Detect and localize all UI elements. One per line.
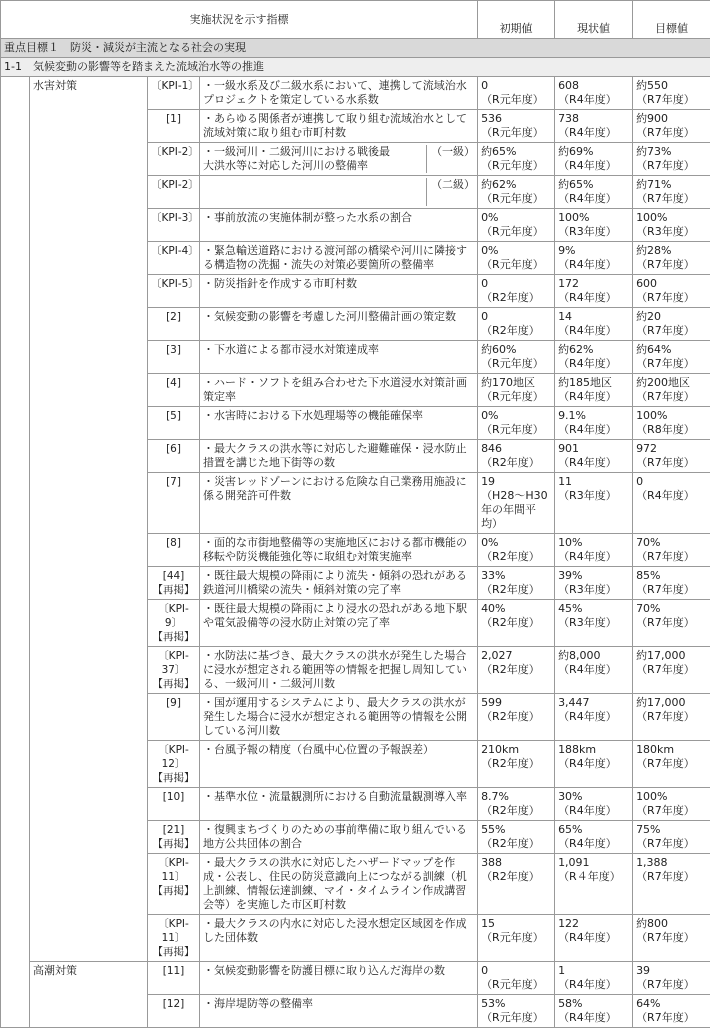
value-initial: 0% （R元年度） xyxy=(478,407,555,440)
value-current: 約185地区 （R4年度） xyxy=(555,374,633,407)
table-row xyxy=(1,77,710,110)
value-initial: 8.7% （R2年度） xyxy=(478,788,555,821)
value-current: 45% （R3年度） xyxy=(555,600,633,647)
indicator-text: ・気候変動影響を防護目標に取り込んだ海岸の数 xyxy=(200,962,478,995)
kpi-id: [1] xyxy=(148,110,200,143)
value-current: 58% （R4年度） xyxy=(555,995,633,1028)
indicator-text: ・緊急輸送道路における渡河部の橋梁や河川に隣接する構造物の洗掘・流失の対策必要箇所の整備率 xyxy=(200,242,478,275)
kpi-id: 〔KPI-37〕 【再掲】 xyxy=(148,647,200,694)
value-initial: 55% （R2年度） xyxy=(478,821,555,854)
value-target: 180km （R7年度） xyxy=(633,741,710,788)
value-target: 約200地区 （R7年度） xyxy=(633,374,710,407)
value-current: 約62% （R4年度） xyxy=(555,341,633,374)
value-initial: 0% （R2年度） xyxy=(478,534,555,567)
indicator-text: ・水防法に基づき、最大クラスの洪水が発生した場合に浸水が想定される範囲等の情報を把握し周知している、一級河川・二級河川数 xyxy=(200,647,478,694)
value-current: 172 （R4年度） xyxy=(555,275,633,308)
value-initial: 40% （R2年度） xyxy=(478,600,555,647)
value-initial: 599 （R2年度） xyxy=(478,694,555,741)
indicator-text: ・面的な市街地整備等の実施地区における都市機能の移転や防災機能強化等に取組む対策実施率 xyxy=(200,534,478,567)
value-current: 608 （R4年度） xyxy=(555,77,633,110)
value-initial: 210km （R2年度） xyxy=(478,741,555,788)
value-initial: 53% （R元年度） xyxy=(478,995,555,1028)
category-storm: 高潮対策 xyxy=(30,962,148,1028)
indicator-text: ・下水道による都市浸水対策達成率 xyxy=(200,341,478,374)
value-target: 約900 （R7年度） xyxy=(633,110,710,143)
value-target: 85% （R7年度） xyxy=(633,567,710,600)
value-current: 100% （R3年度） xyxy=(555,209,633,242)
header-current: 現状値 xyxy=(555,1,633,39)
value-initial: 33% （R2年度） xyxy=(478,567,555,600)
kpi-id: 〔KPI-11〕 【再掲】 xyxy=(148,854,200,915)
kpi-id: 〔KPI-3〕 xyxy=(148,209,200,242)
value-current: 122 （R4年度） xyxy=(555,915,633,962)
value-initial: 0% （R元年度） xyxy=(478,209,555,242)
value-current: 約65% （R4年度） xyxy=(555,176,633,209)
value-target: 約20 （R7年度） xyxy=(633,308,710,341)
goal-title: 重点目標１ 防災・減災が主流となる社会の実現 xyxy=(1,39,710,58)
indicator-text: ・一級水系及び二級水系において、連携して流域治水プロジェクトを策定している水系数 xyxy=(200,77,478,110)
indicator-text: ・基準水位・流量観測所における自動流量観測導入率 xyxy=(200,788,478,821)
table-header xyxy=(1,1,710,39)
header-initial: 初期値 xyxy=(478,1,555,39)
kpi-id: 〔KPI-11〕 【再掲】 xyxy=(148,915,200,962)
kpi-id: [11] xyxy=(148,962,200,995)
kpi-id: [2] xyxy=(148,308,200,341)
indicator-text: ・最大クラスの内水に対応した浸水想定区域図を作成した団体数 xyxy=(200,915,478,962)
indicator-text: ・事前放流の実施体制が整った水系の割合 xyxy=(200,209,478,242)
kpi-id: [44] 【再掲】 xyxy=(148,567,200,600)
kpi-id: 〔KPI-1〕 xyxy=(148,77,200,110)
value-target: 972 （R7年度） xyxy=(633,440,710,473)
value-target: 約64% （R7年度） xyxy=(633,341,710,374)
kpi-id: 〔KPI-5〕 xyxy=(148,275,200,308)
kpi-id: [10] xyxy=(148,788,200,821)
indicator-text xyxy=(200,176,478,209)
indicator-text: ・海岸堤防等の整備率 xyxy=(200,995,478,1028)
value-target: 70% （R7年度） xyxy=(633,600,710,647)
indicator-sub: （二級） xyxy=(426,178,475,206)
value-initial: 846 （R2年度） xyxy=(478,440,555,473)
value-current: 738 （R4年度） xyxy=(555,110,633,143)
kpi-id: [4] xyxy=(148,374,200,407)
value-target: 1,388 （R7年度） xyxy=(633,854,710,915)
indicator-sub: （一級） xyxy=(426,145,475,173)
value-initial: 0 （R元年度） xyxy=(478,77,555,110)
indicator-text: ・復興まちづくりのための事前準備に取り組んでいる地方公共団体の割合 xyxy=(200,821,478,854)
indicator-text: ・国が運用するシステムにより、最大クラスの洪水が発生した場合に浸水が想定される範囲等の情報を公開している河川数 xyxy=(200,694,478,741)
value-target: 70% （R7年度） xyxy=(633,534,710,567)
value-target: 100% （R3年度） xyxy=(633,209,710,242)
value-target: 100% （R8年度） xyxy=(633,407,710,440)
header-title: 実施状況を示す指標 xyxy=(1,1,478,39)
value-current: 14 （R4年度） xyxy=(555,308,633,341)
value-target: 約800 （R7年度） xyxy=(633,915,710,962)
indicator-text: ・最大クラスの洪水等に対応した避難確保・浸水防止措置を講じた地下街等の数 xyxy=(200,440,478,473)
kpi-id: [7] xyxy=(148,473,200,534)
indicator-text: ・既往最大規模の降雨により浸水の恐れがある地下駅や電気設備等の浸水防止対策の完了率 xyxy=(200,600,478,647)
kpi-id: [6] xyxy=(148,440,200,473)
value-current: 10% （R4年度） xyxy=(555,534,633,567)
value-current: 9% （R4年度） xyxy=(555,242,633,275)
kpi-id: 〔KPI-2〕 xyxy=(148,143,200,176)
kpi-id: 〔KPI-9〕 【再掲】 xyxy=(148,600,200,647)
value-initial: 0 （R2年度） xyxy=(478,275,555,308)
header-target: 目標値 xyxy=(633,1,710,39)
value-target: 64% （R7年度） xyxy=(633,995,710,1028)
value-current: 3,447 （R4年度） xyxy=(555,694,633,741)
value-target: 39 （R7年度） xyxy=(633,962,710,995)
indicator-text: ・最大クラスの洪水に対応したハザードマップを作成・公表し、住民の防災意識向上につながる訓練（机上訓練、情報伝達訓練、マイ・タイムライン作成講習会等）を実施した市区町村数 xyxy=(200,854,478,915)
value-current: 約69% （R4年度） xyxy=(555,143,633,176)
indicator-text: ・防災指針を作成する市町村数 xyxy=(200,275,478,308)
value-current: 39% （R3年度） xyxy=(555,567,633,600)
kpi-id: [9] xyxy=(148,694,200,741)
value-target: 100% （R7年度） xyxy=(633,788,710,821)
value-initial: 約62% （R元年度） xyxy=(478,176,555,209)
indicator-text: ・災害レッドゾーンにおける危険な自己業務用施設に係る開発許可件数 xyxy=(200,473,478,534)
table-row xyxy=(1,962,710,995)
value-target: 約17,000 （R7年度） xyxy=(633,694,710,741)
value-target: 0 （R4年度） xyxy=(633,473,710,534)
kpi-id: [3] xyxy=(148,341,200,374)
value-current: 11 （R3年度） xyxy=(555,473,633,534)
value-target: 600 （R7年度） xyxy=(633,275,710,308)
subgoal-title: 1-1 気候変動の影響等を踏まえた流域治水等の推進 xyxy=(1,58,710,77)
indicator-main: ・一級河川・二級河川における戦後最大洪水等に対応した河川の整備率 xyxy=(203,145,391,173)
kpi-id: [21] 【再掲】 xyxy=(148,821,200,854)
value-target: 約28% （R7年度） xyxy=(633,242,710,275)
goal-row xyxy=(1,39,710,58)
value-initial: 15 （R元年度） xyxy=(478,915,555,962)
value-initial: 0 （R2年度） xyxy=(478,308,555,341)
kpi-id: 〔KPI-4〕 xyxy=(148,242,200,275)
value-current: 1 （R4年度） xyxy=(555,962,633,995)
value-initial: 2,027 （R2年度） xyxy=(478,647,555,694)
value-target: 約71% （R7年度） xyxy=(633,176,710,209)
value-current: 約8,000 （R4年度） xyxy=(555,647,633,694)
kpi-id: 〔KPI-12〕 【再掲】 xyxy=(148,741,200,788)
kpi-id: 〔KPI-2〕 xyxy=(148,176,200,209)
value-current: 188km （R4年度） xyxy=(555,741,633,788)
value-target: 約73% （R7年度） xyxy=(633,143,710,176)
subgoal-row xyxy=(1,58,710,77)
value-current: 1,091 （R４年度） xyxy=(555,854,633,915)
value-initial: 0 （R元年度） xyxy=(478,962,555,995)
indicator-text: ・水害時における下水処理場等の機能確保率 xyxy=(200,407,478,440)
value-target: 75% （R7年度） xyxy=(633,821,710,854)
value-current: 65% （R4年度） xyxy=(555,821,633,854)
kpi-id: [8] xyxy=(148,534,200,567)
value-initial: 0% （R元年度） xyxy=(478,242,555,275)
indicator-text: ・ハード・ソフトを組み合わせた下水道浸水対策計画策定率 xyxy=(200,374,478,407)
kpi-id: [5] xyxy=(148,407,200,440)
value-initial: 約65% （R元年度） xyxy=(478,143,555,176)
value-initial: 536 （R元年度） xyxy=(478,110,555,143)
value-initial: 約170地区 （R元年度） xyxy=(478,374,555,407)
value-initial: 19 （H28～H30年の年間平均） xyxy=(478,473,555,534)
value-initial: 388 （R2年度） xyxy=(478,854,555,915)
indicator-text xyxy=(200,143,478,176)
indicator-text: ・あらゆる関係者が連携して取り組む流域治水として流域対策に取り組む市町村数 xyxy=(200,110,478,143)
indicator-text: ・気候変動の影響を考慮した河川整備計画の策定数 xyxy=(200,308,478,341)
value-target: 約550 （R7年度） xyxy=(633,77,710,110)
indicator-text: ・台風予報の精度（台風中心位置の予報誤差） xyxy=(200,741,478,788)
value-current: 30% （R4年度） xyxy=(555,788,633,821)
category-flood: 水害対策 xyxy=(30,77,148,962)
value-initial: 約60% （R元年度） xyxy=(478,341,555,374)
value-current: 9.1% （R4年度） xyxy=(555,407,633,440)
value-current: 901 （R4年度） xyxy=(555,440,633,473)
kpi-id: [12] xyxy=(148,995,200,1028)
value-target: 約17,000 （R7年度） xyxy=(633,647,710,694)
indicator-text: ・既往最大規模の降雨により流失・傾斜の恐れがある鉄道河川橋梁の流失・傾斜対策の完了率 xyxy=(200,567,478,600)
